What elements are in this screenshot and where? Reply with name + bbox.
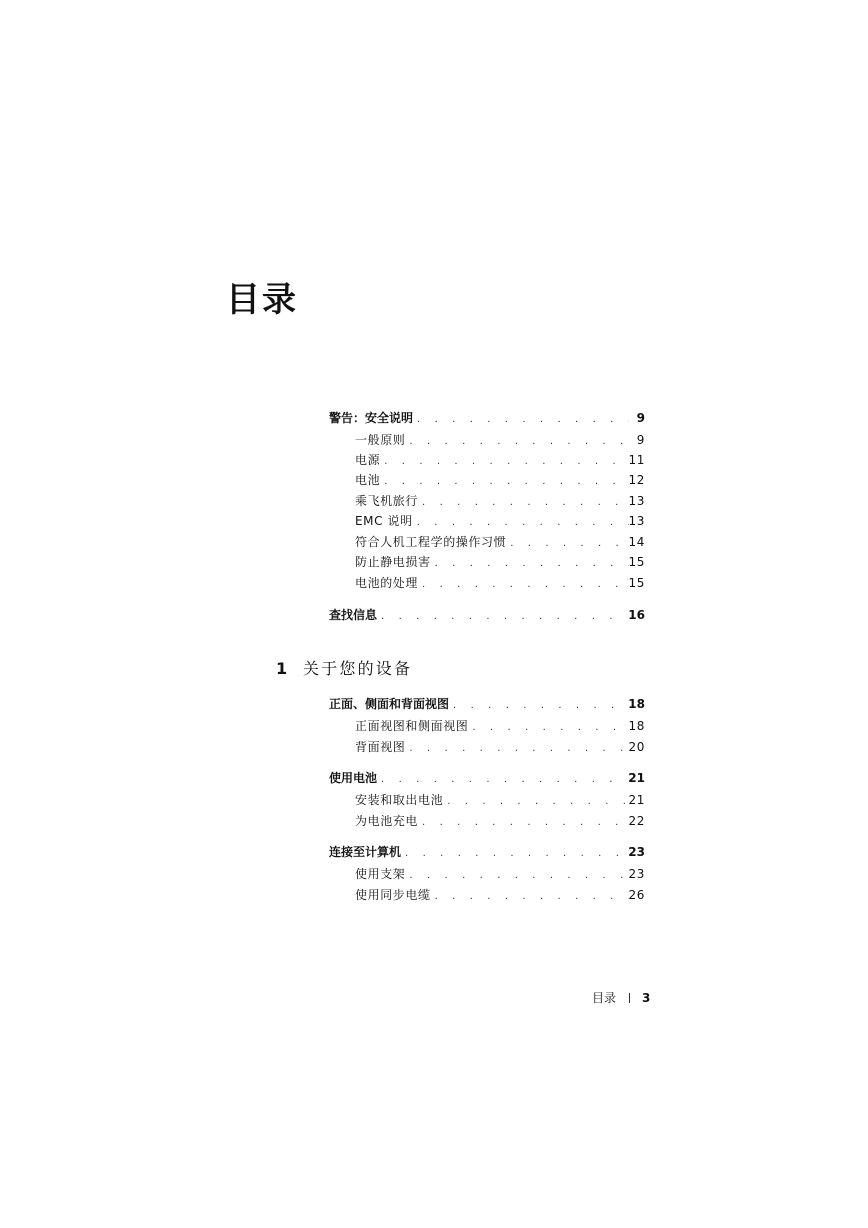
toc-subentry-charge-battery[interactable] [355, 811, 645, 831]
toc-page-number: 12 [628, 473, 645, 487]
dot-leader [468, 718, 628, 736]
dot-leader [405, 866, 628, 884]
dot-leader [380, 452, 628, 470]
toc-subentry-front-side-view[interactable] [355, 716, 645, 736]
toc-entry-label: 一般原则 [355, 433, 406, 447]
dot-leader [506, 534, 628, 552]
dot-leader [405, 432, 629, 450]
toc-entry-label: 电池 [355, 473, 381, 487]
toc-subentry-install-remove-battery[interactable] [355, 790, 645, 810]
toc-entry-label: 符合人机工程学的操作习惯 [355, 535, 507, 549]
toc-page-number: 23 [628, 867, 645, 881]
toc-entry-label: 乘飞机旅行 [355, 494, 419, 508]
toc-entry-label: 查找信息 [329, 608, 378, 622]
toc-page-number: 20 [628, 740, 645, 754]
chapter-title: 关于您的设备 [303, 659, 413, 678]
toc-page-number: 13 [628, 494, 645, 508]
toc-entry-using-battery[interactable] [329, 768, 645, 788]
toc-page-number: 15 [628, 555, 645, 569]
toc-entry-label: 防止静电损害 [355, 555, 431, 569]
toc-subentry-esd[interactable] [355, 552, 645, 572]
footer-label: 目录 [592, 991, 617, 1005]
dot-leader [401, 844, 628, 862]
chapter-number: 1 [276, 659, 288, 678]
toc-subentry-battery[interactable] [355, 470, 645, 490]
toc-page-number: 11 [628, 453, 645, 467]
toc-subentry-use-sync-cable[interactable] [355, 885, 645, 905]
toc-entry-connect-computer[interactable] [329, 842, 645, 862]
toc-page-number: 23 [628, 845, 645, 859]
toc-entry-label: EMC 说明 [355, 514, 413, 528]
dot-leader [443, 792, 628, 810]
toc-page-number: 18 [628, 719, 645, 733]
toc-entry-label: 电池的处理 [355, 576, 419, 590]
toc-subentry-ergonomics[interactable] [355, 532, 645, 552]
toc-entry-label: 使用支架 [355, 867, 406, 881]
toc-entry-label: 警告：安全说明 [329, 411, 414, 425]
dot-leader [418, 575, 629, 593]
toc-page-number: 13 [628, 514, 645, 528]
toc-page-number: 16 [628, 608, 645, 622]
dot-leader [377, 770, 628, 788]
toc-entry-views[interactable] [329, 694, 645, 714]
toc-subentry-general-principles[interactable] [355, 430, 645, 450]
dot-leader [405, 739, 628, 757]
toc-subentry-air-travel[interactable] [355, 491, 645, 511]
dot-leader [413, 410, 629, 428]
toc-entry-label: 使用电池 [329, 771, 378, 785]
toc-entry-label: 使用同步电缆 [355, 888, 431, 902]
dot-leader [449, 696, 628, 714]
toc-page-number: 21 [628, 793, 645, 807]
footer-page-number: 3 [642, 991, 651, 1005]
dot-leader [380, 472, 628, 490]
toc-page-number: 18 [628, 697, 645, 711]
dot-leader [377, 607, 628, 625]
toc-page-number: 26 [628, 888, 645, 902]
dot-leader [431, 887, 629, 905]
dot-leader [418, 813, 629, 831]
toc-subentry-power[interactable] [355, 450, 645, 470]
dot-leader [431, 554, 629, 572]
toc-entry-safety[interactable] [329, 408, 645, 428]
toc-subentry-emc[interactable] [355, 511, 645, 531]
toc-entry-label: 正面、侧面和背面视图 [329, 697, 450, 711]
page-footer [592, 988, 650, 1008]
toc-page-number: 22 [628, 814, 645, 828]
dot-leader [413, 513, 629, 531]
toc-entry-finding-info[interactable] [329, 605, 645, 625]
toc-entry-label: 为电池充电 [355, 814, 419, 828]
toc-entry-label: 背面视图 [355, 740, 406, 754]
footer-separator [629, 993, 630, 1003]
toc-page-number: 15 [628, 576, 645, 590]
toc-page-number: 9 [636, 411, 645, 425]
toc-entry-label: 安装和取出电池 [355, 793, 444, 807]
page-title: 目录 [226, 280, 298, 320]
dot-leader [418, 493, 629, 511]
toc-entry-label: 电源 [355, 453, 381, 467]
toc-page-number: 14 [628, 535, 645, 549]
toc-page-number: 21 [628, 771, 645, 785]
toc-entry-label: 正面视图和侧面视图 [355, 719, 469, 733]
toc-subentry-battery-disposal[interactable] [355, 573, 645, 593]
chapter-heading[interactable] [276, 657, 412, 681]
toc-page-number: 9 [636, 433, 645, 447]
toc-subentry-back-view[interactable] [355, 737, 645, 757]
toc-subentry-use-cradle[interactable] [355, 864, 645, 884]
toc-entry-label: 连接至计算机 [329, 845, 402, 859]
